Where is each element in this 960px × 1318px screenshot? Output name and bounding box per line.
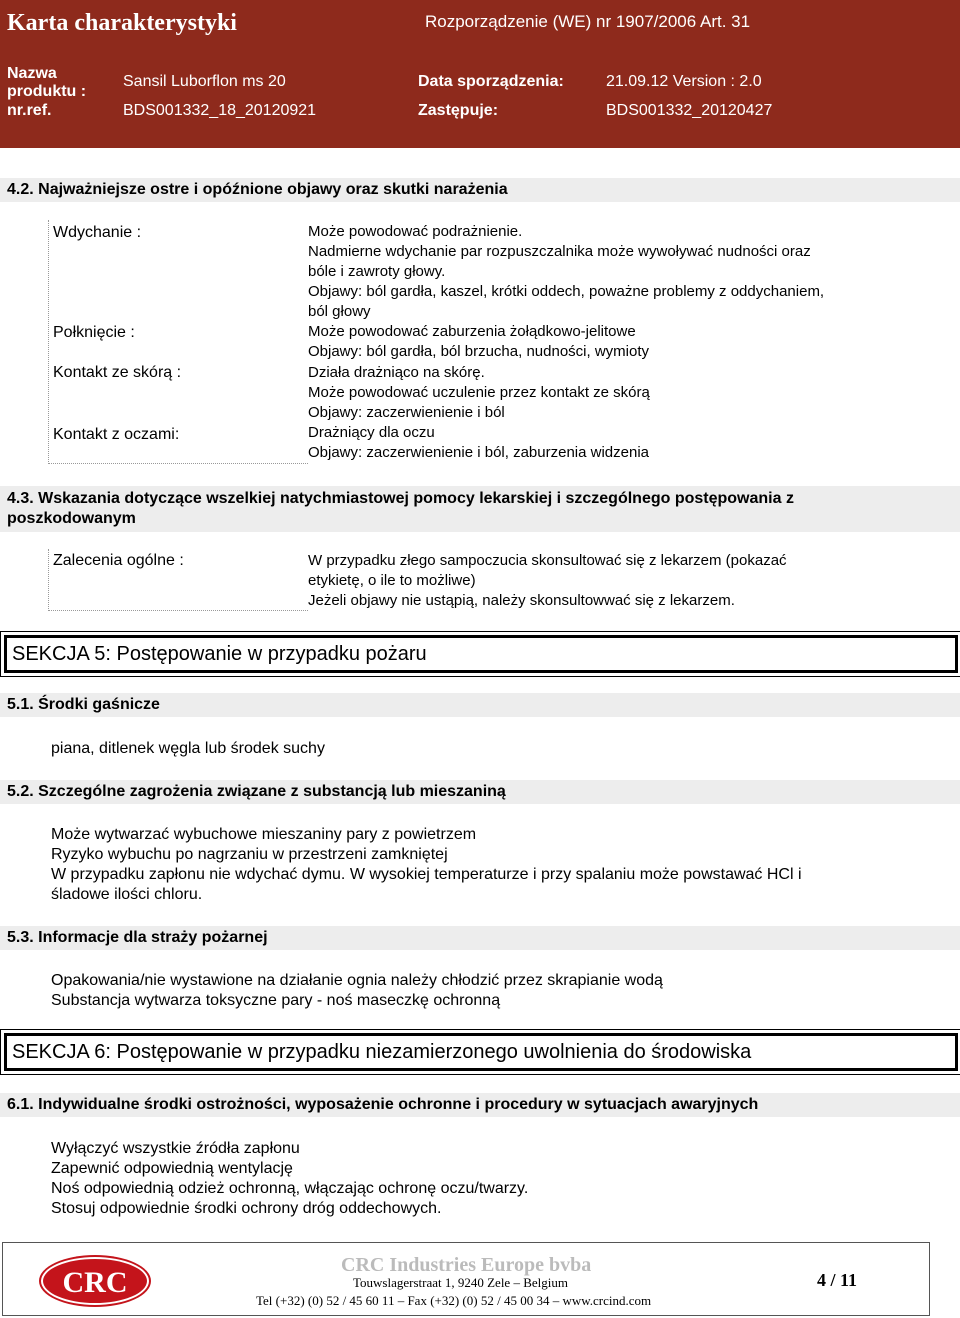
text-line: Może powodować podrażnienie.	[308, 223, 523, 240]
text-line: Może powodować uczulenie przez kontakt ze skórą	[308, 384, 650, 401]
section-6-title: SEKCJA 6: Postępowanie w przypadku niezamierzonego uwolnienia do środowiska	[4, 1033, 958, 1071]
heading-line: poszkodowanym	[7, 510, 136, 527]
text-line: Objawy: ból gardła, ból brzucha, nudności, wymioty	[308, 343, 650, 360]
ref-label: nr.ref.	[7, 102, 52, 119]
text-line: Objawy: zaczerwienienie i ból	[308, 404, 505, 421]
general-advice-label: Zalecenia ogólne :	[53, 552, 184, 569]
product-name-label-2: produktu :	[7, 83, 87, 100]
text-line: etykietę, o ile to możliwe)	[308, 572, 476, 589]
inhalation-label: Wdychanie :	[53, 224, 142, 241]
date-value: 21.09.12 Version : 2.0	[606, 73, 762, 90]
eye-contact-label: Kontakt z oczami:	[53, 426, 180, 443]
ingestion-text	[308, 322, 649, 362]
company-name: CRC Industries Europe bvba	[341, 1254, 592, 1276]
text-line: W przypadku złego sampoczucia skonsultować się z lekarzem (pokazać	[308, 552, 787, 569]
product-name-label-1: Nazwa	[7, 65, 57, 82]
product-name-value: Sansil Luborflon ms 20	[123, 73, 286, 90]
text-line: Zapewnić odpowiednią wentylację	[51, 1160, 293, 1177]
eye-contact-text	[308, 423, 649, 463]
company-address: Touwslagerstraat 1, 9240 Zele – Belgium	[353, 1275, 568, 1290]
inhalation-text	[308, 222, 824, 322]
section-5-2-heading: 5.2. Szczególne zagrożenia związane z substancją lub mieszaniną	[0, 780, 960, 804]
text-line: Stosuj odpowiednie środki ochrony dróg oddechowych.	[51, 1200, 442, 1217]
firefighter-advice-text	[51, 971, 663, 1011]
heading-line: 4.3. Wskazania dotyczące wszelkiej natychmiastowej pomocy lekarskiej i szczególnego postępowania z	[7, 490, 794, 507]
replaces-value: BDS001332_20120427	[606, 102, 773, 119]
special-hazards-text	[51, 825, 802, 905]
text-line: Drażniący dla oczu	[308, 424, 435, 441]
text-line: bóle i zawroty głowy.	[308, 263, 446, 280]
page-number: 4 / 11	[817, 1270, 858, 1290]
personal-precautions-text	[51, 1139, 528, 1219]
general-advice-text	[308, 551, 787, 611]
text-line: ból głowy	[308, 303, 371, 320]
text-line: Noś odpowiednią odzież ochronną, włączając ochronę oczu/twarzy.	[51, 1180, 529, 1197]
text-line: Jeżeli objawy nie ustąpią, należy skonsultowwać się z lekarzem.	[308, 592, 735, 609]
crc-logo: CRC	[41, 1257, 149, 1305]
text-line: Wyłączyć wszystkie źródła zapłonu	[51, 1140, 300, 1157]
regulation-reference: Rozporządzenie (WE) nr 1907/2006 Art. 31	[425, 12, 751, 31]
text-line: Może powodować zaburzenia żołądkowo-jelitowe	[308, 323, 636, 340]
text-line: Działa drażniąco na skórę.	[308, 364, 485, 381]
section-5-title: SEKCJA 5: Postępowanie w przypadku pożaru	[4, 635, 958, 673]
document-footer	[2, 1242, 930, 1316]
company-contact: Tel (+32) (0) 52 / 45 60 11 – Fax (+32) (0) 52 / 45 00 34 – www.crcind.com	[256, 1293, 652, 1308]
skin-contact-label: Kontakt ze skórą :	[53, 364, 182, 381]
ingestion-label: Połknięcie :	[53, 324, 135, 341]
text-line: Objawy: ból gardła, kaszel, krótki oddech, poważne problemy z oddychaniem,	[308, 283, 825, 300]
skin-contact-text	[308, 363, 650, 423]
section-5-1-heading: 5.1. Środki gaśnicze	[0, 693, 960, 717]
text-line: Objawy: zaczerwienienie i ból, zaburzenia widzenia	[308, 444, 650, 461]
section-4-3-heading	[0, 486, 960, 532]
document-title: Karta charakterystyki	[7, 10, 237, 36]
text-line: Ryzyko wybuchu po nagrzaniu w przestrzeni zamkniętej	[51, 846, 448, 863]
section-6-1-heading: 6.1. Indywidualne środki ostrożności, wyposażenie ochronne i procedury w sytuacjach awaryjnych	[0, 1093, 960, 1117]
text-line: Może wytwarzać wybuchowe mieszaniny pary z powietrzem	[51, 826, 477, 843]
extinguishing-media-text: piana, ditlenek węgla lub środek suchy	[51, 740, 325, 757]
document-header	[0, 0, 960, 148]
date-label: Data sporządzenia:	[418, 73, 564, 90]
section-5-3-heading: 5.3. Informacje dla straży pożarnej	[0, 926, 960, 950]
text-line: W przypadku zapłonu nie wdychać dymu. W wysokiej temperaturze i przy spalaniu może powstawać HCl i	[51, 866, 802, 883]
text-line: śladowe ilości chloru.	[51, 886, 203, 903]
text-line: Opakowania/nie wystawione na działanie ognia należy chłodzić przez skrapianie wodą	[51, 972, 663, 989]
text-line: Nadmierne wdychanie par rozpuszczalnika może wywoływać nudności oraz	[308, 243, 811, 260]
ref-value: BDS001332_18_20120921	[123, 102, 317, 119]
text-line: Substancja wytwarza toksyczne pary - noś maseczkę ochronną	[51, 992, 501, 1009]
replaces-label: Zastępuje:	[418, 102, 499, 119]
section-4-2-heading: 4.2. Najważniejsze ostre i opóźnione objawy oraz skutki narażenia	[0, 178, 960, 202]
